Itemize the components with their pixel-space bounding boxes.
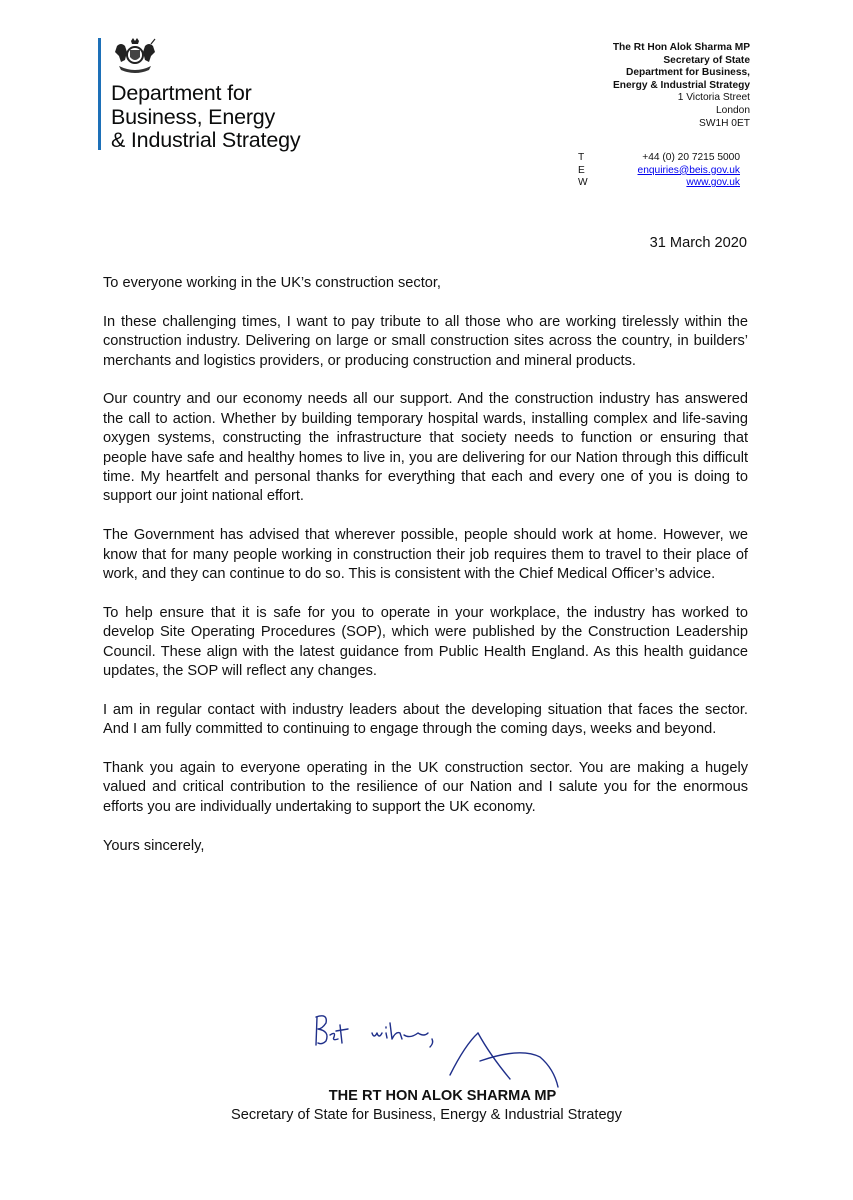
email-link[interactable]: enquiries@beis.gov.uk [637,164,740,176]
contact-label: T [578,152,585,163]
body-paragraph: Our country and our economy needs all our support. And the construction industry has answered the call to action. Whether by building temporary hospital wards, installing complex and life-saving oxygen systems, constructing the infrastructure that society needs to function or ensuring that people have safe and healthy homes to live in, you are delivering for our Nation through this difficult time. My heartfelt and personal thanks for everything that each and every one of you is doing to support our joint national effort. [103,391,748,505]
department-name-line: & Industrial Strategy [111,128,301,152]
signatory-title: Secretary of State for Business, Energy & Industrial Strategy [231,1107,622,1123]
signatory-name: THE RT HON ALOK SHARMA MP [328,1088,557,1104]
department-name-line: Department for [111,81,252,105]
contact-row-telephone [578,152,740,165]
contact-row-email [578,165,740,178]
handwritten-signature [300,1005,610,1090]
body-paragraph: In these challenging times, I want to pay tribute to all those who are working tirelessly within the construction industry. Delivering on large or small construction sites across the country, in builders’ merchants and logistics providers, or producing construction and mineral products. [103,313,748,369]
department-name [111,82,300,153]
body-paragraph: The Government has advised that wherever possible, people should work at home. However, we know that for many people working in construction their job requires them to travel to their place of work, and they can continue to do so. This is consistent with the Chief Medical Officer’s advice. [103,527,748,583]
department-logo [98,38,300,150]
royal-coat-of-arms-icon [113,38,157,76]
salutation: To everyone working in the UK’s construction sector, [103,275,441,291]
sender-address-block [613,42,750,130]
letter-body [103,274,748,875]
address-line: 1 Victoria Street [677,92,750,104]
sender-department: Energy & Industrial Strategy [613,79,750,91]
signoff-block [0,1087,853,1125]
sender-name: The Rt Hon Alok Sharma MP [612,42,750,53]
contact-row-website [578,177,740,190]
contact-label: E [578,164,585,176]
address-line: London [716,104,750,116]
contact-label: W [578,177,588,189]
body-paragraph: I am in regular contact with industry leaders about the developing situation that faces the sector. And I am fully committed to continuing to engage through the coming days, weeks and beyond. [103,701,748,738]
sender-role: Secretary of State [663,54,750,66]
address-line: SW1H 0ET [699,117,750,129]
body-paragraph: Thank you again to everyone operating in the UK construction sector. You are making a hugely valued and critical contribution to the resilience of our Nation and I salute you for the enormous efforts you are individually undertaking to support the UK economy. [103,760,748,815]
telephone-number: +44 (0) 20 7215 5000 [642,152,740,163]
department-name-line: Business, Energy [111,104,276,129]
closing: Yours sincerely, [103,837,205,854]
sender-department: Department for Business, [626,67,750,79]
letter-date: 31 March 2020 [649,235,747,251]
contact-details [578,152,740,190]
body-paragraph: To help ensure that it is safe for you to operate in your workplace, the industry has worked to develop Site Operating Procedures (SOP), which were published by the Construction Leadership Council. These align with the latest guidance from Public Health England. As this health guidance updates, the SOP will reflect any changes. [103,604,748,680]
website-link[interactable]: www.gov.uk [686,177,740,189]
